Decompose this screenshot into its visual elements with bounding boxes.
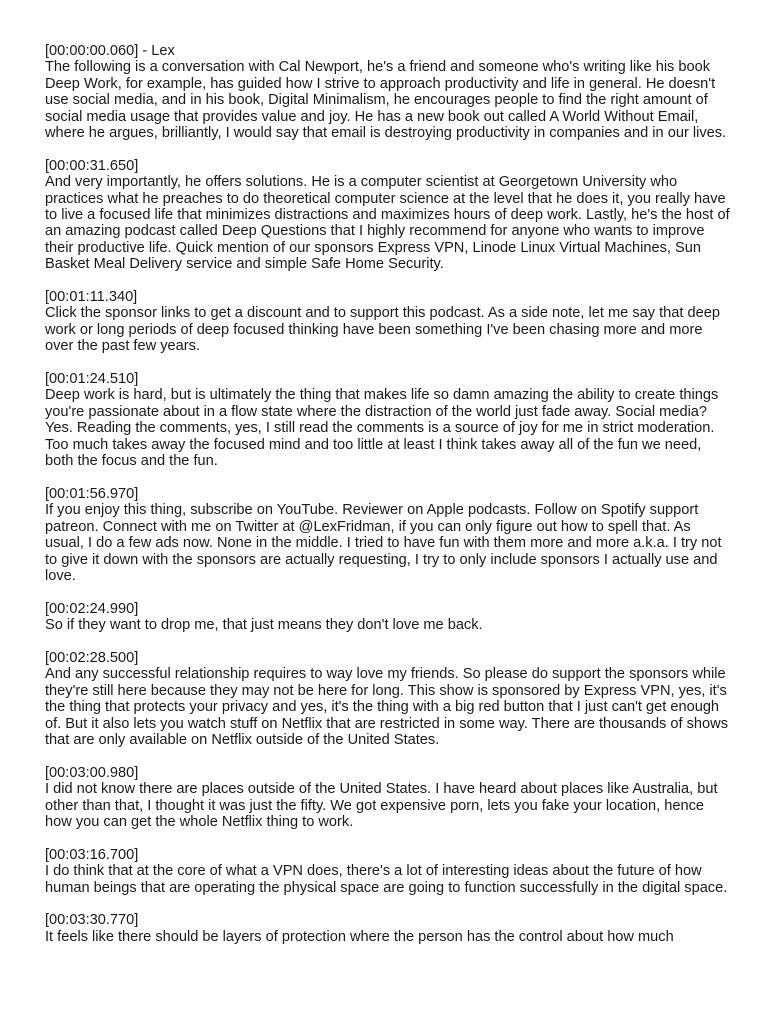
transcript-paragraph: It feels like there should be layers of protection where the person has the control about how much	[45, 928, 674, 945]
transcript-paragraph: The following is a conversation with Cal Newport, he's a friend and someone who's writing like his book Deep Work, for example, has guided how I strive to approach productivity and life in general. He doesn't use social media, and in his book, Digital Minimalism, he encourages people to find the right amount of social media usage that provides value and joy. He has a new book out called A World Without Email, where he argues, brilliantly, I would say that email is destroying productivity in companies and in our lives.	[45, 59, 727, 142]
timestamp: [00:01:11.340]	[45, 289, 138, 306]
transcript-entry	[45, 486, 730, 584]
transcript-paragraph: Deep work is hard, but is ultimately the thing that makes life so damn amazing the ability to create things you're passionate about in a flow state where the distraction of the world just fade away. Social media? Yes. Reading the comments, yes, I still read the comments is a source of joy for me in strict moderation. Too much takes away the focused mind and too little at least I think takes away all of the fun we need, both the focus and the fun.	[45, 387, 719, 470]
timestamp: [00:01:24.510]	[45, 371, 139, 388]
transcript-paragraph: I did not know there are places outside of the United States. I have heard about places like Australia, but other than that, I thought it was just the fifty. We got expensive porn, lets you fake your location, hence how you can get the whole Netflix thing to work.	[45, 781, 718, 830]
timestamp: [00:02:24.990]	[45, 600, 139, 617]
transcript-page	[45, 43, 730, 962]
transcript-entry	[45, 43, 730, 141]
transcript-entry	[45, 765, 730, 831]
transcript-paragraph: Click the sponsor links to get a discount and to support this podcast. As a side note, let me say that deep work or long periods of deep focused thinking have been something I've been chasing more and more over the past few years.	[45, 305, 720, 355]
transcript-entry	[45, 289, 730, 355]
timestamp: [00:03:30.770]	[45, 912, 139, 929]
timestamp: [00:00:31.650]	[45, 157, 139, 174]
transcript-entry	[45, 912, 730, 945]
timestamp: [00:03:00.980]	[45, 764, 139, 781]
transcript-paragraph: If you enjoy this thing, subscribe on YouTube. Reviewer on Apple podcasts. Follow on Spotify support patreon. Connect with me on Twitter at @LexFridman, if you can only figure out how to spell that. As usual, I do a few ads now. None in the middle. I tried to have fun with them more and more a.k.a. I try not to give it down with the sponsors are actually requesting, I try to only include sponsors I actually use and love.	[45, 502, 722, 584]
transcript-entry	[45, 158, 730, 273]
transcript-paragraph: I do think that at the core of what a VPN does, there's a lot of interesting ideas about the future of how human beings that are operating the physical space are going to function successfully in the digital space.	[45, 863, 728, 896]
transcript-entry	[45, 650, 730, 748]
timestamp: [00:01:56.970]	[45, 485, 139, 502]
transcript-entry	[45, 371, 730, 469]
transcript-paragraph: And very importantly, he offers solutions. He is a computer scientist at Georgetown University who practices what he preaches to do theoretical computer science at the level that he does it, you really have to live a focused life that minimizes distractions and maximizes hours of deep work. Lastly, he's the host of an amazing podcast called Deep Questions that I highly recommend for anyone who wants to improve their productive life. Quick mention of our sponsors Express VPN, Linode Linux Virtual Machines, Sun Basket Meal Delivery service and simple Safe Home Security.	[45, 174, 730, 273]
timestamp: [00:00:00.060] - Lex	[45, 43, 175, 59]
timestamp: [00:02:28.500]	[45, 649, 139, 666]
transcript-entry	[45, 847, 730, 896]
transcript-paragraph: So if they want to drop me, that just means they don't love me back.	[45, 617, 483, 634]
timestamp: [00:03:16.700]	[45, 846, 139, 863]
transcript-paragraph: And any successful relationship requires to way love my friends. So please do support the sponsors while they're still here because they may not be here for long. This show is sponsored by Express VPN, yes, it's the thing that protects your privacy and yes, it's the thing with a big red button that I just can't get enough of. But it also lets you watch stuff on Netflix that are restricted in some way. There are thousands of shows that are only available on Netflix outside of the United States.	[45, 666, 728, 748]
transcript-entry	[45, 601, 730, 634]
